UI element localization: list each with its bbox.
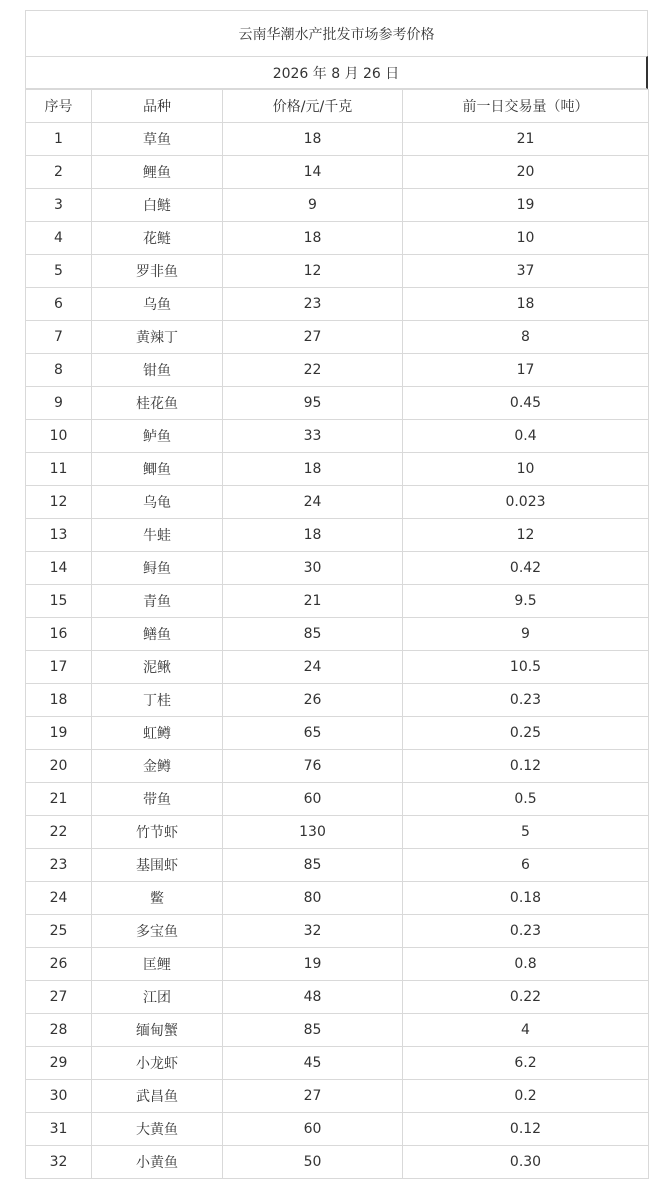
volume-cell: 0.45 — [403, 387, 649, 420]
species-cell: 大黄鱼 — [92, 1113, 223, 1146]
price-cell: 48 — [223, 981, 403, 1014]
price-cell: 32 — [223, 915, 403, 948]
volume-cell: 9.5 — [403, 585, 649, 618]
index-cell: 29 — [26, 1047, 92, 1080]
price-cell: 27 — [223, 321, 403, 354]
volume-cell: 0.23 — [403, 684, 649, 717]
volume-cell: 0.5 — [403, 783, 649, 816]
table-row — [26, 684, 649, 717]
species-cell: 桂花鱼 — [92, 387, 223, 420]
species-cell: 丁桂 — [92, 684, 223, 717]
price-cell: 33 — [223, 420, 403, 453]
index-cell: 5 — [26, 255, 92, 288]
price-cell: 18 — [223, 123, 403, 156]
volume-cell: 0.42 — [403, 552, 649, 585]
price-cell: 130 — [223, 816, 403, 849]
volume-cell: 0.12 — [403, 1113, 649, 1146]
table-row — [26, 387, 649, 420]
table-row — [26, 486, 649, 519]
species-cell: 青鱼 — [92, 585, 223, 618]
table-row — [26, 453, 649, 486]
table-row — [26, 321, 649, 354]
price-cell: 24 — [223, 651, 403, 684]
price-cell: 18 — [223, 519, 403, 552]
price-cell: 60 — [223, 783, 403, 816]
index-cell: 11 — [26, 453, 92, 486]
table-row — [26, 1113, 649, 1146]
species-cell: 江团 — [92, 981, 223, 1014]
species-cell: 鲤鱼 — [92, 156, 223, 189]
volume-cell: 0.12 — [403, 750, 649, 783]
volume-cell: 0.22 — [403, 981, 649, 1014]
index-cell: 21 — [26, 783, 92, 816]
table-row — [26, 189, 649, 222]
volume-cell: 19 — [403, 189, 649, 222]
index-cell: 26 — [26, 948, 92, 981]
index-cell: 13 — [26, 519, 92, 552]
species-cell: 泥鳅 — [92, 651, 223, 684]
index-cell: 19 — [26, 717, 92, 750]
column-header-species: 品种 — [92, 90, 223, 123]
table-row — [26, 552, 649, 585]
species-cell: 小黄鱼 — [92, 1146, 223, 1179]
sheet-title: 云南华潮水产批发市场参考价格 — [25, 10, 648, 56]
volume-cell: 0.18 — [403, 882, 649, 915]
species-cell: 花鲢 — [92, 222, 223, 255]
header-row — [26, 90, 649, 123]
table-row — [26, 354, 649, 387]
volume-cell: 8 — [403, 321, 649, 354]
table-row — [26, 915, 649, 948]
price-cell: 22 — [223, 354, 403, 387]
table-row — [26, 816, 649, 849]
price-cell: 45 — [223, 1047, 403, 1080]
volume-cell: 10 — [403, 453, 649, 486]
index-cell: 6 — [26, 288, 92, 321]
price-cell: 76 — [223, 750, 403, 783]
species-cell: 乌龟 — [92, 486, 223, 519]
species-cell: 草鱼 — [92, 123, 223, 156]
table-row — [26, 651, 649, 684]
price-cell: 14 — [223, 156, 403, 189]
table-row — [26, 420, 649, 453]
species-cell: 白鲢 — [92, 189, 223, 222]
volume-cell: 6 — [403, 849, 649, 882]
index-cell: 25 — [26, 915, 92, 948]
index-cell: 30 — [26, 1080, 92, 1113]
volume-cell: 17 — [403, 354, 649, 387]
species-cell: 多宝鱼 — [92, 915, 223, 948]
volume-cell: 0.8 — [403, 948, 649, 981]
column-header-volume: 前一日交易量（吨） — [403, 90, 649, 123]
species-cell: 鲈鱼 — [92, 420, 223, 453]
volume-cell: 21 — [403, 123, 649, 156]
table-row — [26, 222, 649, 255]
index-cell: 7 — [26, 321, 92, 354]
table-row — [26, 585, 649, 618]
table-row — [26, 618, 649, 651]
column-header-index: 序号 — [26, 90, 92, 123]
column-header-price: 价格/元/千克 — [223, 90, 403, 123]
index-cell: 23 — [26, 849, 92, 882]
sheet-date: 2026 年 8 月 26 日 — [25, 56, 648, 89]
volume-cell: 0.23 — [403, 915, 649, 948]
index-cell: 27 — [26, 981, 92, 1014]
price-cell: 65 — [223, 717, 403, 750]
index-cell: 24 — [26, 882, 92, 915]
table-row — [26, 1080, 649, 1113]
price-cell: 26 — [223, 684, 403, 717]
species-cell: 小龙虾 — [92, 1047, 223, 1080]
volume-cell: 12 — [403, 519, 649, 552]
index-cell: 9 — [26, 387, 92, 420]
species-cell: 鲟鱼 — [92, 552, 223, 585]
species-cell: 武昌鱼 — [92, 1080, 223, 1113]
table-row — [26, 981, 649, 1014]
index-cell: 32 — [26, 1146, 92, 1179]
table-row — [26, 1146, 649, 1179]
index-cell: 18 — [26, 684, 92, 717]
index-cell: 20 — [26, 750, 92, 783]
price-cell: 85 — [223, 1014, 403, 1047]
table-row — [26, 255, 649, 288]
species-cell: 黄辣丁 — [92, 321, 223, 354]
species-cell: 金鳟 — [92, 750, 223, 783]
table-row — [26, 717, 649, 750]
species-cell: 带鱼 — [92, 783, 223, 816]
price-sheet — [25, 10, 648, 1179]
index-cell: 12 — [26, 486, 92, 519]
volume-cell: 0.4 — [403, 420, 649, 453]
price-cell: 85 — [223, 849, 403, 882]
species-cell: 缅甸蟹 — [92, 1014, 223, 1047]
index-cell: 4 — [26, 222, 92, 255]
species-cell: 虹鳟 — [92, 717, 223, 750]
volume-cell: 5 — [403, 816, 649, 849]
volume-cell: 10.5 — [403, 651, 649, 684]
volume-cell: 9 — [403, 618, 649, 651]
index-cell: 10 — [26, 420, 92, 453]
table-row — [26, 519, 649, 552]
index-cell: 15 — [26, 585, 92, 618]
species-cell: 匡鲤 — [92, 948, 223, 981]
index-cell: 31 — [26, 1113, 92, 1146]
price-cell: 60 — [223, 1113, 403, 1146]
price-cell: 9 — [223, 189, 403, 222]
volume-cell: 10 — [403, 222, 649, 255]
table-row — [26, 288, 649, 321]
volume-cell: 20 — [403, 156, 649, 189]
index-cell: 3 — [26, 189, 92, 222]
species-cell: 鳖 — [92, 882, 223, 915]
table-row — [26, 156, 649, 189]
volume-cell: 4 — [403, 1014, 649, 1047]
species-cell: 钳鱼 — [92, 354, 223, 387]
price-cell: 24 — [223, 486, 403, 519]
species-cell: 鳝鱼 — [92, 618, 223, 651]
volume-cell: 6.2 — [403, 1047, 649, 1080]
table-row — [26, 750, 649, 783]
table-row — [26, 849, 649, 882]
volume-cell: 0.2 — [403, 1080, 649, 1113]
table-row — [26, 123, 649, 156]
index-cell: 1 — [26, 123, 92, 156]
volume-cell: 0.25 — [403, 717, 649, 750]
price-cell: 50 — [223, 1146, 403, 1179]
price-cell: 95 — [223, 387, 403, 420]
price-cell: 23 — [223, 288, 403, 321]
species-cell: 鲫鱼 — [92, 453, 223, 486]
table-row — [26, 1014, 649, 1047]
index-cell: 2 — [26, 156, 92, 189]
index-cell: 16 — [26, 618, 92, 651]
price-cell: 12 — [223, 255, 403, 288]
index-cell: 8 — [26, 354, 92, 387]
species-cell: 牛蛙 — [92, 519, 223, 552]
price-cell: 19 — [223, 948, 403, 981]
price-cell: 27 — [223, 1080, 403, 1113]
table-row — [26, 882, 649, 915]
index-cell: 28 — [26, 1014, 92, 1047]
price-cell: 85 — [223, 618, 403, 651]
index-cell: 17 — [26, 651, 92, 684]
table-row — [26, 948, 649, 981]
volume-cell: 18 — [403, 288, 649, 321]
price-cell: 18 — [223, 453, 403, 486]
volume-cell: 0.30 — [403, 1146, 649, 1179]
price-cell: 21 — [223, 585, 403, 618]
volume-cell: 37 — [403, 255, 649, 288]
species-cell: 罗非鱼 — [92, 255, 223, 288]
species-cell: 基围虾 — [92, 849, 223, 882]
table-row — [26, 783, 649, 816]
species-cell: 乌鱼 — [92, 288, 223, 321]
price-cell: 80 — [223, 882, 403, 915]
price-cell: 30 — [223, 552, 403, 585]
index-cell: 22 — [26, 816, 92, 849]
index-cell: 14 — [26, 552, 92, 585]
price-cell: 18 — [223, 222, 403, 255]
volume-cell: 0.023 — [403, 486, 649, 519]
table-row — [26, 1047, 649, 1080]
price-table — [25, 89, 649, 1179]
species-cell: 竹节虾 — [92, 816, 223, 849]
